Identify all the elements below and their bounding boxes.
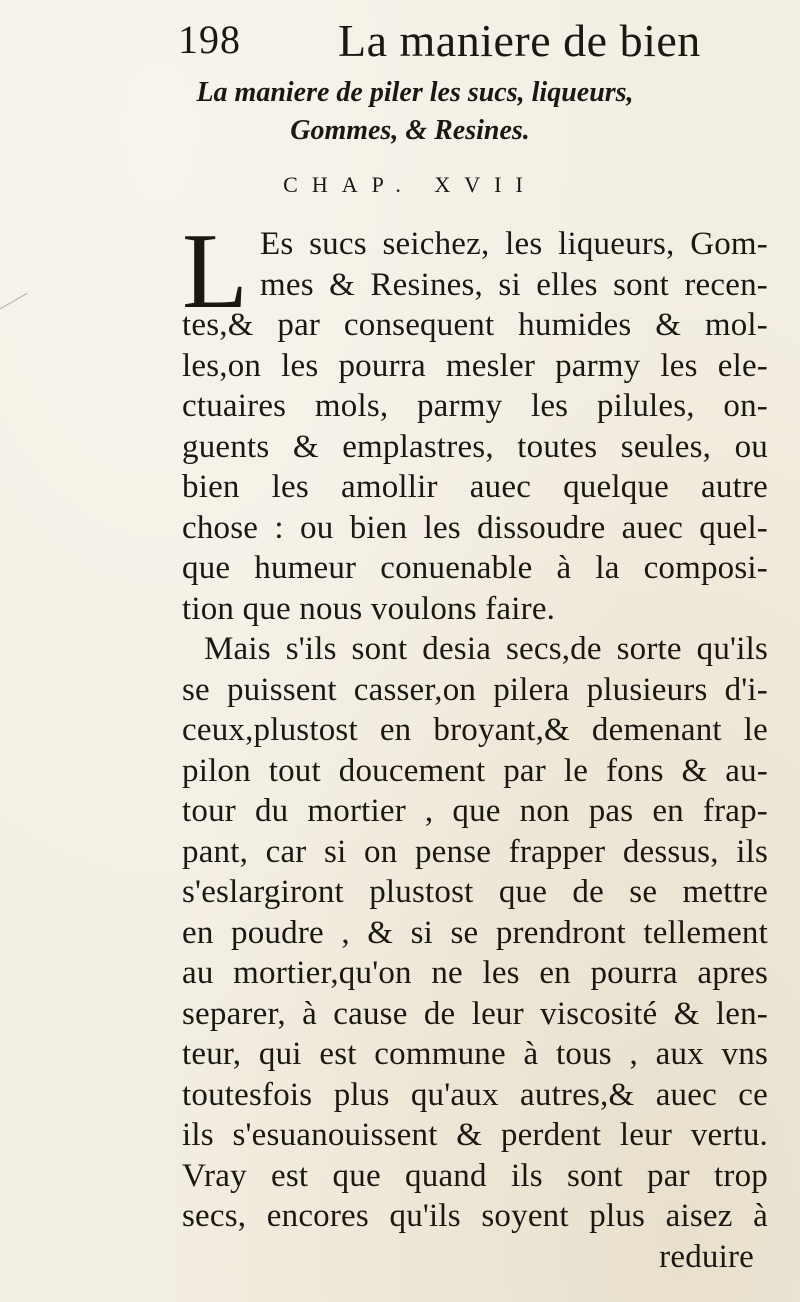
- drop-cap: L: [182, 212, 248, 331]
- catchword: reduire: [659, 1238, 754, 1275]
- text-line: s'eslargiront plustost que de se mettre: [182, 874, 768, 910]
- text-line: que humeur conuenable à la composi-: [182, 550, 768, 586]
- chapter-number: CHAP. XVII: [283, 172, 537, 197]
- text-line: guents & emplastres, toutes seules, ou: [182, 428, 768, 465]
- text-line: secs, encores qu'ils soyent plus aisez à: [182, 1198, 768, 1234]
- text-line: pant, car si on pense frapper dessus, ils: [182, 833, 768, 870]
- text-line: au mortier,qu'on ne les en pourra apres: [182, 955, 768, 991]
- text-line: teur, qui est commune à tous , aux vns: [182, 1036, 768, 1072]
- chapter-title-line-1: La maniere de piler les sucs, liqueurs,: [196, 77, 634, 108]
- text-line: ceux,plustost en broyant,& demenant le: [182, 712, 768, 748]
- chapter-title-line-2: Gommes, & Resines.: [290, 115, 530, 146]
- text-line: tour du mortier , que non pas en frap-: [182, 793, 768, 829]
- text-line: mes & Resines, si elles sont recen-: [260, 266, 768, 303]
- text-line: tion que nous voulons faire.: [182, 590, 556, 627]
- text-line: pilon tout doucement par le fons & au-: [182, 752, 768, 789]
- text-line: se puissent casser,on pilera plusieurs d'i-: [182, 671, 768, 708]
- page-number: 198: [178, 17, 241, 62]
- text-line: Es sucs seichez, les liqueurs, Gom-: [260, 226, 768, 262]
- chapter-title: [0, 74, 800, 150]
- text-line: en poudre , & si se prendront tellement: [182, 914, 768, 951]
- text-line: ils s'esuanouissent & perdent leur vertu.: [182, 1117, 768, 1153]
- text-line: Vray est que quand ils sont par trop: [182, 1157, 768, 1194]
- body-text: [182, 212, 768, 1277]
- text-line: tes,& par consequent humides & mol-: [182, 307, 768, 343]
- text-line: separer, à cause de leur viscosité & len-: [182, 995, 768, 1032]
- text-line: les,on les pourra mesler parmy les ele-: [182, 347, 768, 384]
- text-line: Mais s'ils sont desia secs,de sorte qu'ils: [204, 631, 768, 667]
- text-line: chose : ou bien les dissoudre auec quel-: [182, 509, 768, 546]
- running-title: La maniere de bien: [338, 15, 701, 66]
- margin-mark: [0, 293, 48, 349]
- text-line: ctuaires mols, parmy les pilules, on-: [182, 388, 768, 424]
- text-line: bien les amollir auec quelque autre: [182, 469, 768, 505]
- running-head: [178, 14, 738, 74]
- text-line: toutesfois plus qu'aux autres,& auec ce: [182, 1076, 768, 1113]
